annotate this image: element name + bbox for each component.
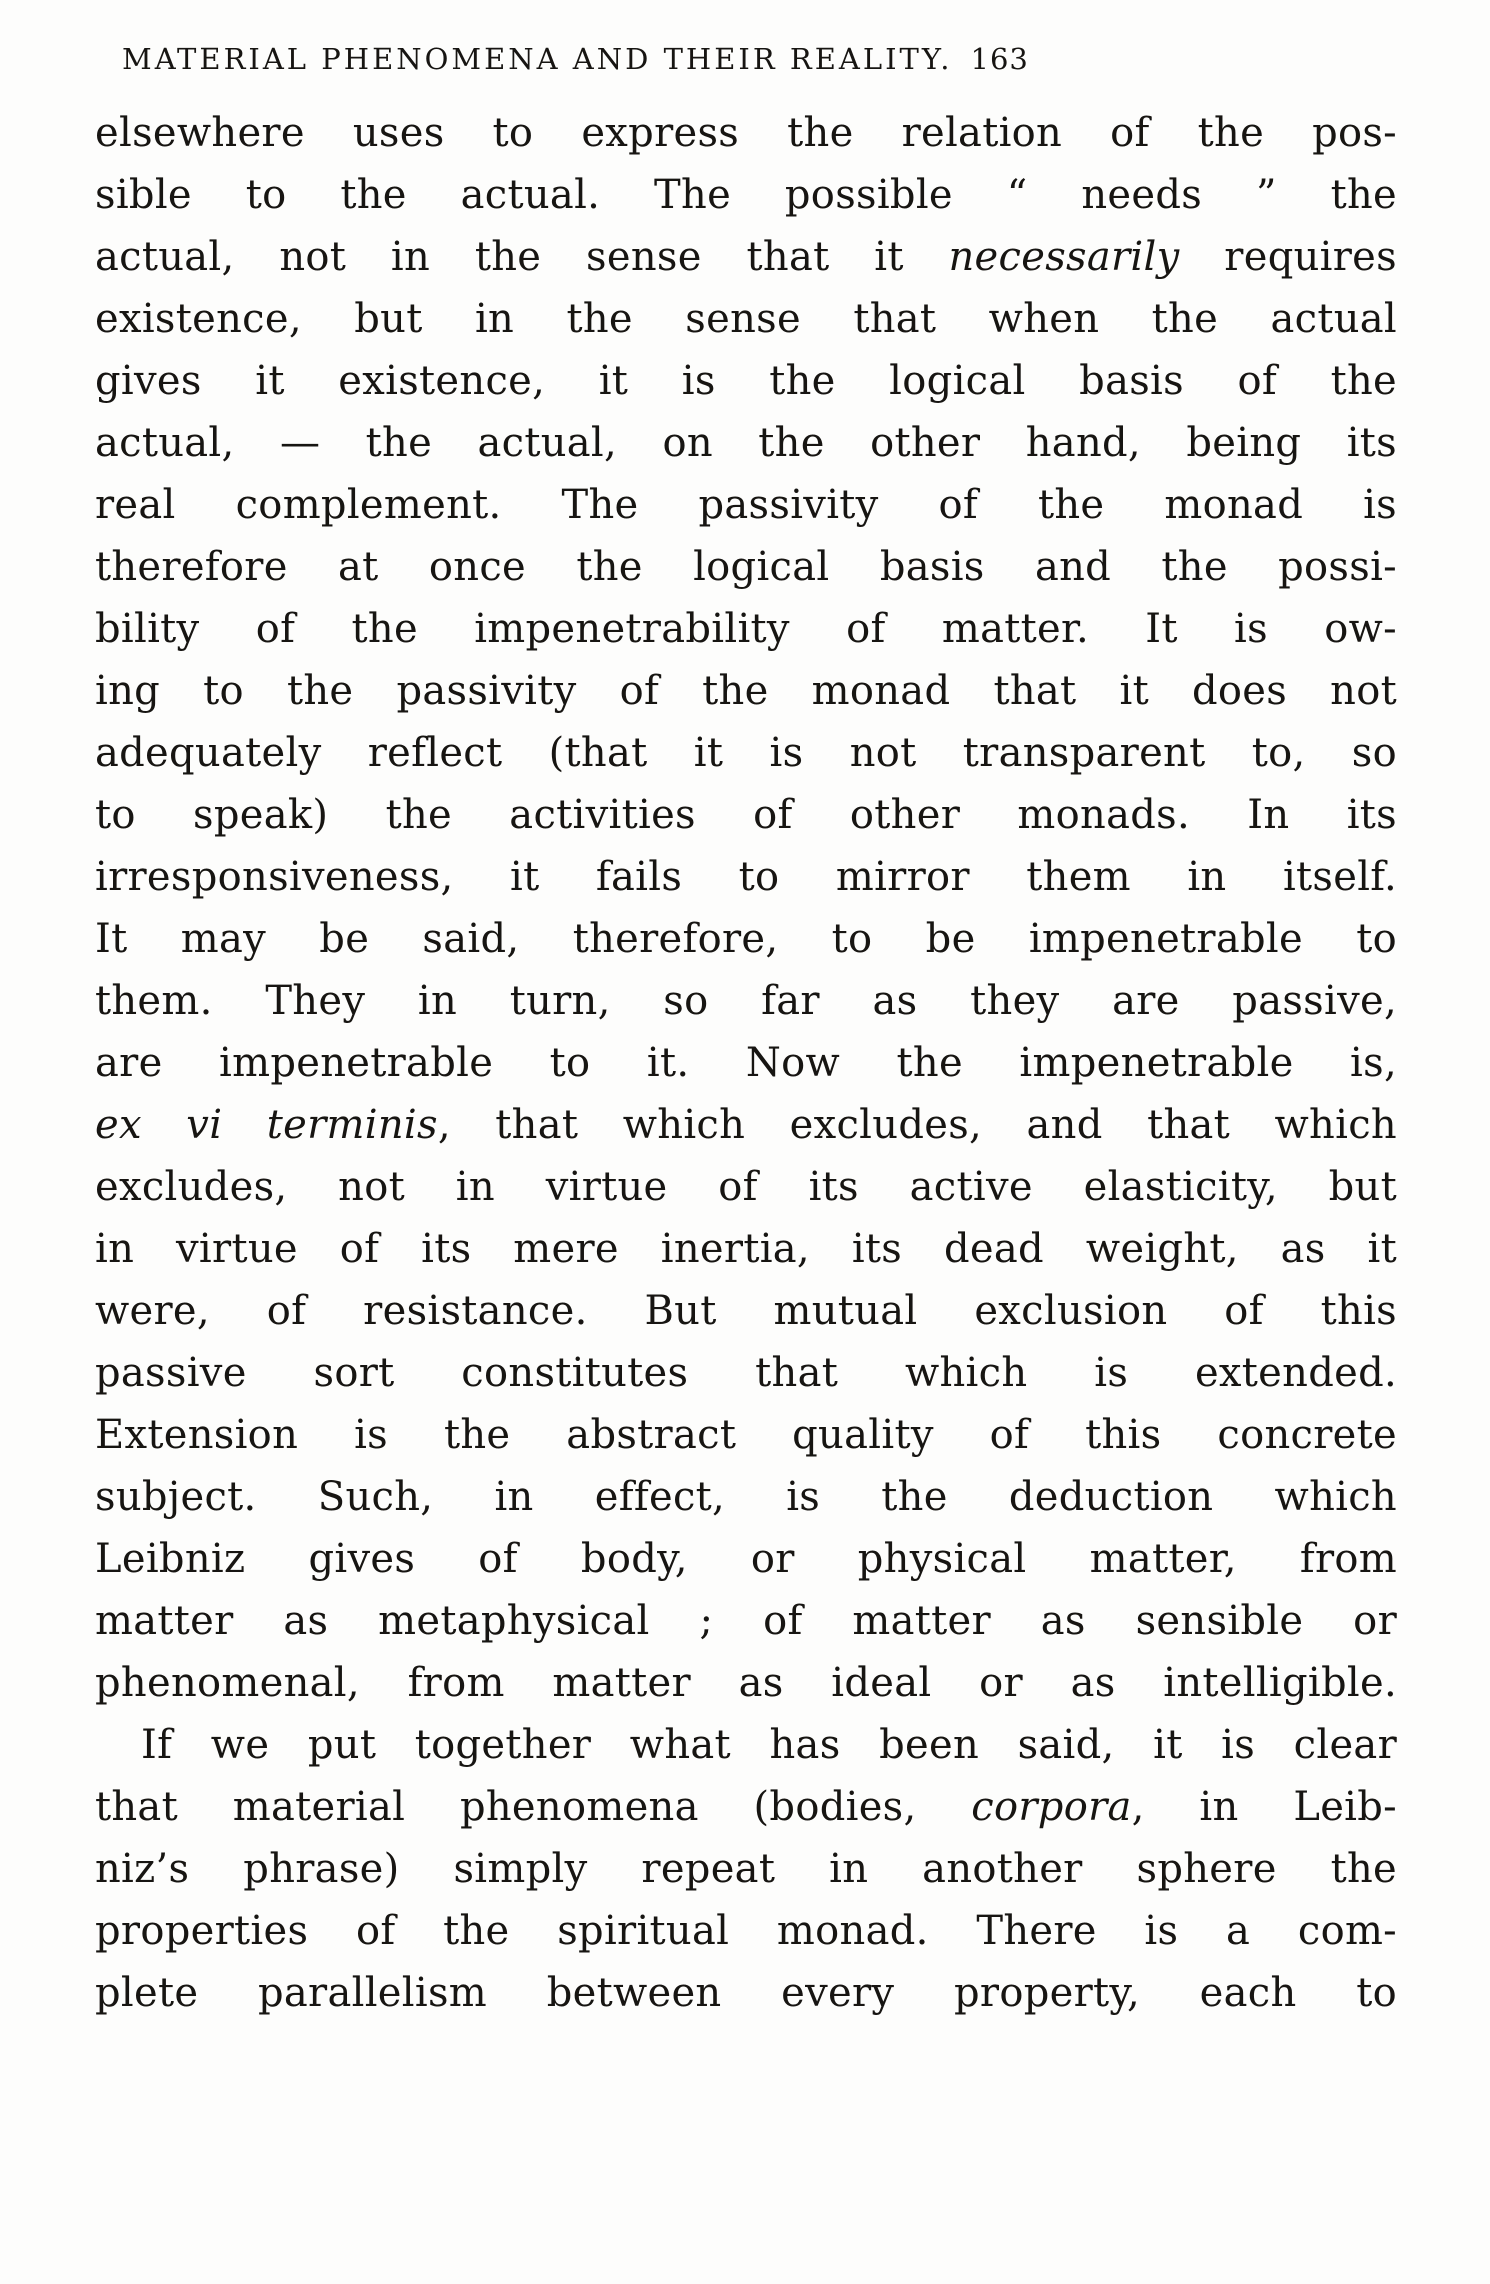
text-line — [95, 1590, 1397, 1652]
text-segment: , in Leib- — [1131, 1784, 1397, 1830]
text-segment: plete parallelism between every property, each to — [95, 1970, 1397, 2016]
text-segment: If we put together what has been said, it is clear — [141, 1722, 1397, 1768]
text-segment: to speak) the activities of other monads. In its — [95, 792, 1397, 838]
text-line — [95, 474, 1397, 536]
text-segment: matter as metaphysical ; of matter as sensible or — [95, 1598, 1397, 1644]
text-line — [95, 412, 1397, 474]
text-line — [95, 1900, 1397, 1962]
text-segment: niz’s phrase) simply repeat in another sphere the — [95, 1846, 1397, 1892]
text-line — [95, 1838, 1397, 1900]
italic-text-segment: ex vi terminis — [95, 1102, 438, 1148]
text-line — [95, 1218, 1397, 1280]
text-segment: bility of the impenetrability of matter. It is ow- — [95, 606, 1397, 652]
text-line — [95, 1404, 1397, 1466]
text-segment: elsewhere uses to express the relation of the pos- — [95, 110, 1397, 156]
text-line — [95, 1342, 1397, 1404]
text-segment: excludes, not in virtue of its active elasticity, but — [95, 1164, 1397, 1210]
text-segment: properties of the spiritual monad. There is a com- — [95, 1908, 1397, 1954]
text-line — [95, 288, 1397, 350]
text-segment: sible to the actual. The possible “ needs ” the — [95, 172, 1397, 218]
text-segment: adequately reflect (that it is not transparent to, so — [95, 730, 1397, 776]
text-segment: actual, — the actual, on the other hand, being its — [95, 420, 1397, 466]
text-segment: gives it existence, it is the logical basis of the — [95, 358, 1397, 404]
text-line — [95, 846, 1397, 908]
text-line — [95, 1714, 1397, 1776]
text-line — [95, 1280, 1397, 1342]
page-number: 163 — [970, 42, 1029, 76]
text-line — [95, 102, 1397, 164]
text-line — [95, 1466, 1397, 1528]
italic-text-segment: corpora — [971, 1784, 1132, 1830]
running-head-title: MATERIAL PHENOMENA AND THEIR REALITY. — [122, 42, 953, 76]
text-line — [95, 164, 1397, 226]
text-segment: phenomenal, from matter as ideal or as intelligible. — [95, 1660, 1397, 1706]
text-segment: real complement. The passivity of the monad is — [95, 482, 1397, 528]
italic-text-segment: necessarily — [948, 234, 1180, 280]
text-segment: were, of resistance. But mutual exclusion of this — [95, 1288, 1397, 1334]
text-line — [95, 908, 1397, 970]
text-line — [95, 350, 1397, 412]
text-line — [95, 784, 1397, 846]
text-line — [95, 722, 1397, 784]
text-line — [95, 536, 1397, 598]
text-line — [95, 598, 1397, 660]
text-segment: them. They in turn, so far as they are passive, — [95, 978, 1397, 1024]
text-segment: Extension is the abstract quality of this concrete — [95, 1412, 1397, 1458]
text-segment: actual, not in the sense that it — [95, 234, 949, 280]
text-segment: , that which excludes, and that which — [437, 1102, 1397, 1148]
text-segment: are impenetrable to it. Now the impenetrable is, — [95, 1040, 1397, 1086]
text-line — [95, 1528, 1397, 1590]
text-segment: ing to the passivity of the monad that it does not — [95, 668, 1397, 714]
text-line — [95, 226, 1397, 288]
text-segment: It may be said, therefore, to be impenetrable to — [95, 916, 1397, 962]
text-line — [95, 1032, 1397, 1094]
text-line — [95, 970, 1397, 1032]
text-segment: that material phenomena (bodies, — [95, 1784, 972, 1830]
text-segment: in virtue of its mere inertia, its dead weight, as it — [95, 1226, 1397, 1272]
text-segment: Leibniz gives of body, or physical matter, from — [95, 1536, 1397, 1582]
text-line — [95, 1156, 1397, 1218]
text-segment: subject. Such, in effect, is the deduction which — [95, 1474, 1397, 1520]
running-head — [122, 42, 1029, 76]
text-segment: existence, but in the sense that when the actual — [95, 296, 1397, 342]
page-body — [95, 102, 1397, 2024]
text-segment: therefore at once the logical basis and the possi- — [95, 544, 1397, 590]
text-line — [95, 1652, 1397, 1714]
text-line — [95, 1962, 1397, 2024]
text-line — [95, 1776, 1397, 1838]
text-line — [95, 660, 1397, 722]
text-segment: irresponsiveness, it fails to mirror them in itself. — [95, 854, 1397, 900]
text-segment: requires — [1179, 234, 1397, 280]
text-segment: passive sort constitutes that which is extended. — [95, 1350, 1397, 1396]
text-line — [95, 1094, 1397, 1156]
